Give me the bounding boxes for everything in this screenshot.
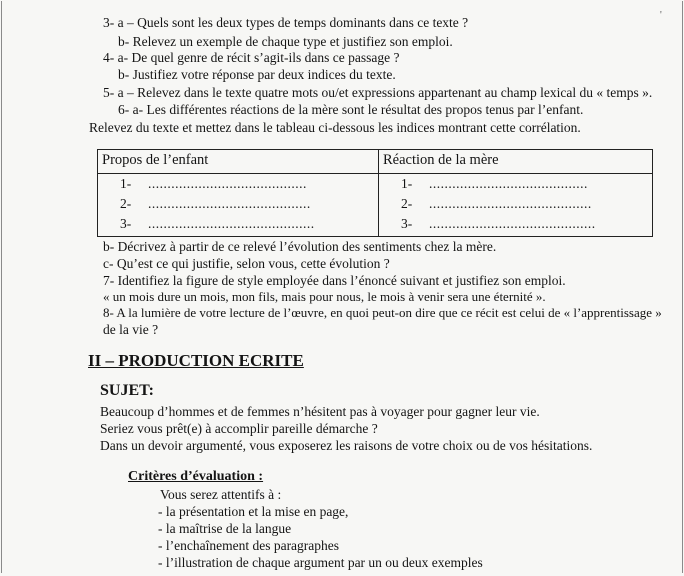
header-propos-enfant: Propos de l’enfant [98, 150, 379, 174]
criteres-item: - l’enchaînement des paragraphes [158, 538, 340, 553]
criteres-item: - la maîtrise de la langue [158, 521, 292, 536]
sujet-line: Dans un devoir argumenté, vous exposerez les raisons de votre choix ou de vos hésitations. [100, 438, 593, 453]
row-dots: .......................................... [148, 196, 311, 211]
question-6b: b- Décrivez à partir de ce relevé l’évolution des sentiments chez la mère. [103, 239, 497, 254]
question-6a: 6- a- Les différentes réactions de la mère sont le résultat des propos tenus par l’enfant. [118, 102, 584, 117]
header-reaction-mere: Réaction de la mère [379, 150, 653, 174]
row-number: 1- [120, 176, 132, 191]
row-dots: ......................................... [429, 176, 588, 191]
question-5a: 5- a – Relevez dans le texte quatre mots ou/et expressions appartenant au champ lexical du « temps ». [103, 85, 653, 100]
correlation-table [97, 149, 653, 237]
table-row [120, 216, 315, 232]
row-dots: ........................................... [429, 216, 596, 231]
question-8-continued: de la vie ? [103, 322, 159, 337]
question-6c: c- Qu’est ce qui justifie, selon vous, cette évolution ? [103, 256, 390, 271]
sujet-label: SUJET: [100, 382, 154, 399]
criteres-item: - la présentation et la mise en page, [158, 504, 349, 519]
table-row [401, 176, 588, 192]
section-title: II – PRODUCTION ECRITE [88, 351, 304, 370]
criteres-title: Critères d’évaluation : [128, 469, 264, 484]
question-3a: 3- a – Quels sont les deux types de temps dominants dans ce texte ? [103, 15, 469, 30]
question-8: 8- A la lumière de votre lecture de l’œuvre, en quoi peut-on dire que ce récit est celui de « l’apprentissage » [103, 305, 662, 320]
row-dots: .......................................... [429, 196, 592, 211]
corner-mark: ' [660, 10, 662, 21]
row-dots: ......................................... [148, 176, 307, 191]
question-7: 7- Identifiez la figure de style employée dans l’énoncé suivant et justifiez son emploi. [103, 273, 566, 288]
question-4a: 4- a- De quel genre de récit s’agit-ils dans ce passage ? [103, 50, 400, 65]
row-number: 3- [120, 216, 132, 231]
reaction-mere-cell [379, 174, 653, 237]
table-row [120, 196, 311, 212]
criteres-intro: Vous serez attentifs à : [160, 487, 282, 502]
question-7-quote: « un mois dure un mois, mon fils, mais pour nous, le mois à venir sera une éternité ». [103, 289, 546, 304]
criteres-item: - l’illustration de chaque argument par un ou deux exemples [158, 555, 483, 570]
propos-enfant-cell [98, 174, 379, 237]
row-dots: ........................................... [148, 216, 315, 231]
question-3b: b- Relevez un exemple de chaque type et justifiez son emploi. [118, 34, 453, 49]
table-row [401, 196, 592, 212]
row-number: 2- [401, 196, 413, 211]
row-number: 1- [401, 176, 413, 191]
table-row [401, 216, 596, 232]
question-6a-instruction: Relevez du texte et mettez dans le tableau ci-dessous les indices montrant cette corrélation. [89, 120, 581, 135]
row-number: 2- [120, 196, 132, 211]
table-row [120, 176, 307, 192]
sujet-line: Beaucoup d’hommes et de femmes n’hésitent pas à voyager pour gagner leur vie. [100, 404, 540, 419]
question-4b: b- Justifiez votre réponse par deux indices du texte. [118, 67, 396, 82]
row-number: 3- [401, 216, 413, 231]
sujet-line: Seriez vous prêt(e) à accomplir pareille démarche ? [100, 421, 378, 436]
